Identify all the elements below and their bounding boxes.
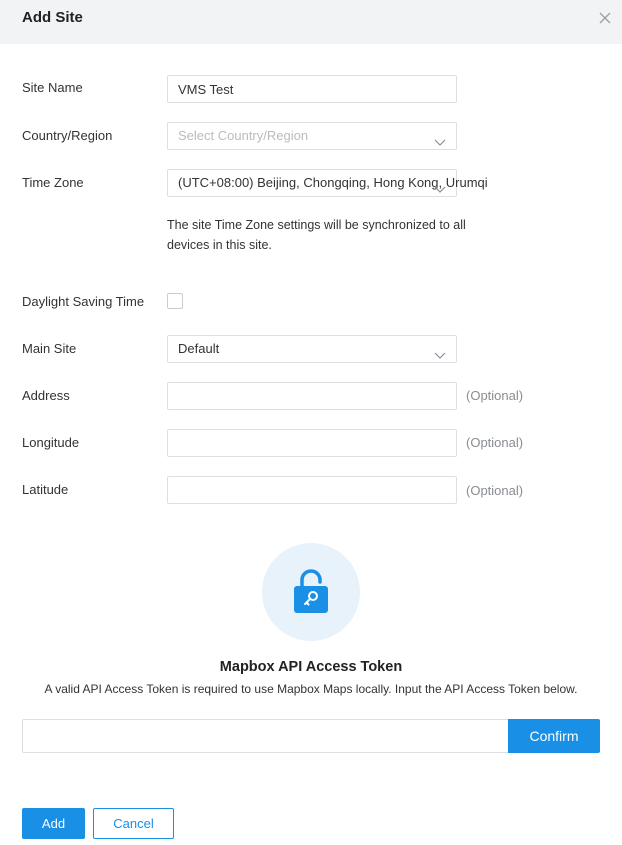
longitude-input[interactable] bbox=[167, 429, 457, 457]
country-region-label: Country/Region bbox=[22, 128, 113, 143]
address-input[interactable] bbox=[167, 382, 457, 410]
daylight-saving-label: Daylight Saving Time bbox=[22, 294, 145, 309]
country-region-placeholder: Select Country/Region bbox=[178, 128, 309, 143]
lock-key-icon bbox=[262, 543, 360, 641]
cancel-button[interactable]: Cancel bbox=[93, 808, 174, 839]
chevron-down-icon bbox=[434, 344, 446, 356]
latitude-optional: (Optional) bbox=[466, 483, 524, 498]
add-button[interactable]: Add bbox=[22, 808, 85, 839]
time-zone-label: Time Zone bbox=[22, 175, 84, 190]
mapbox-title: Mapbox API Access Token bbox=[219, 659, 403, 675]
address-label: Address bbox=[22, 388, 70, 403]
site-name-input[interactable] bbox=[167, 75, 457, 103]
dialog-header bbox=[0, 0, 622, 44]
daylight-saving-checkbox[interactable] bbox=[167, 293, 183, 309]
latitude-input[interactable] bbox=[167, 476, 457, 504]
chevron-down-icon bbox=[434, 131, 446, 143]
main-site-select[interactable] bbox=[167, 335, 457, 363]
country-region-select[interactable] bbox=[167, 122, 457, 150]
time-zone-hint: The site Time Zone settings will be synchronized to all devices in this site. bbox=[167, 218, 466, 252]
close-icon[interactable] bbox=[596, 9, 614, 27]
main-site-value: Default bbox=[178, 341, 220, 356]
dialog-title: Add Site bbox=[22, 9, 83, 26]
api-token-input[interactable] bbox=[22, 719, 509, 753]
longitude-optional: (Optional) bbox=[466, 435, 524, 450]
main-site-label: Main Site bbox=[22, 341, 77, 356]
site-name-label: Site Name bbox=[22, 80, 83, 95]
latitude-label: Latitude bbox=[22, 482, 69, 497]
time-zone-select[interactable] bbox=[167, 169, 488, 197]
confirm-button[interactable]: Confirm bbox=[508, 719, 600, 753]
longitude-label: Longitude bbox=[22, 435, 80, 450]
address-optional: (Optional) bbox=[466, 388, 524, 403]
chevron-down-icon bbox=[434, 178, 446, 190]
time-zone-value: (UTC+08:00) Beijing, Chongqing, Hong Kong, Urumqi bbox=[178, 175, 488, 190]
mapbox-description: A valid API Access Token is required to use Mapbox Maps locally. Input the API Access Token below. bbox=[44, 682, 578, 696]
